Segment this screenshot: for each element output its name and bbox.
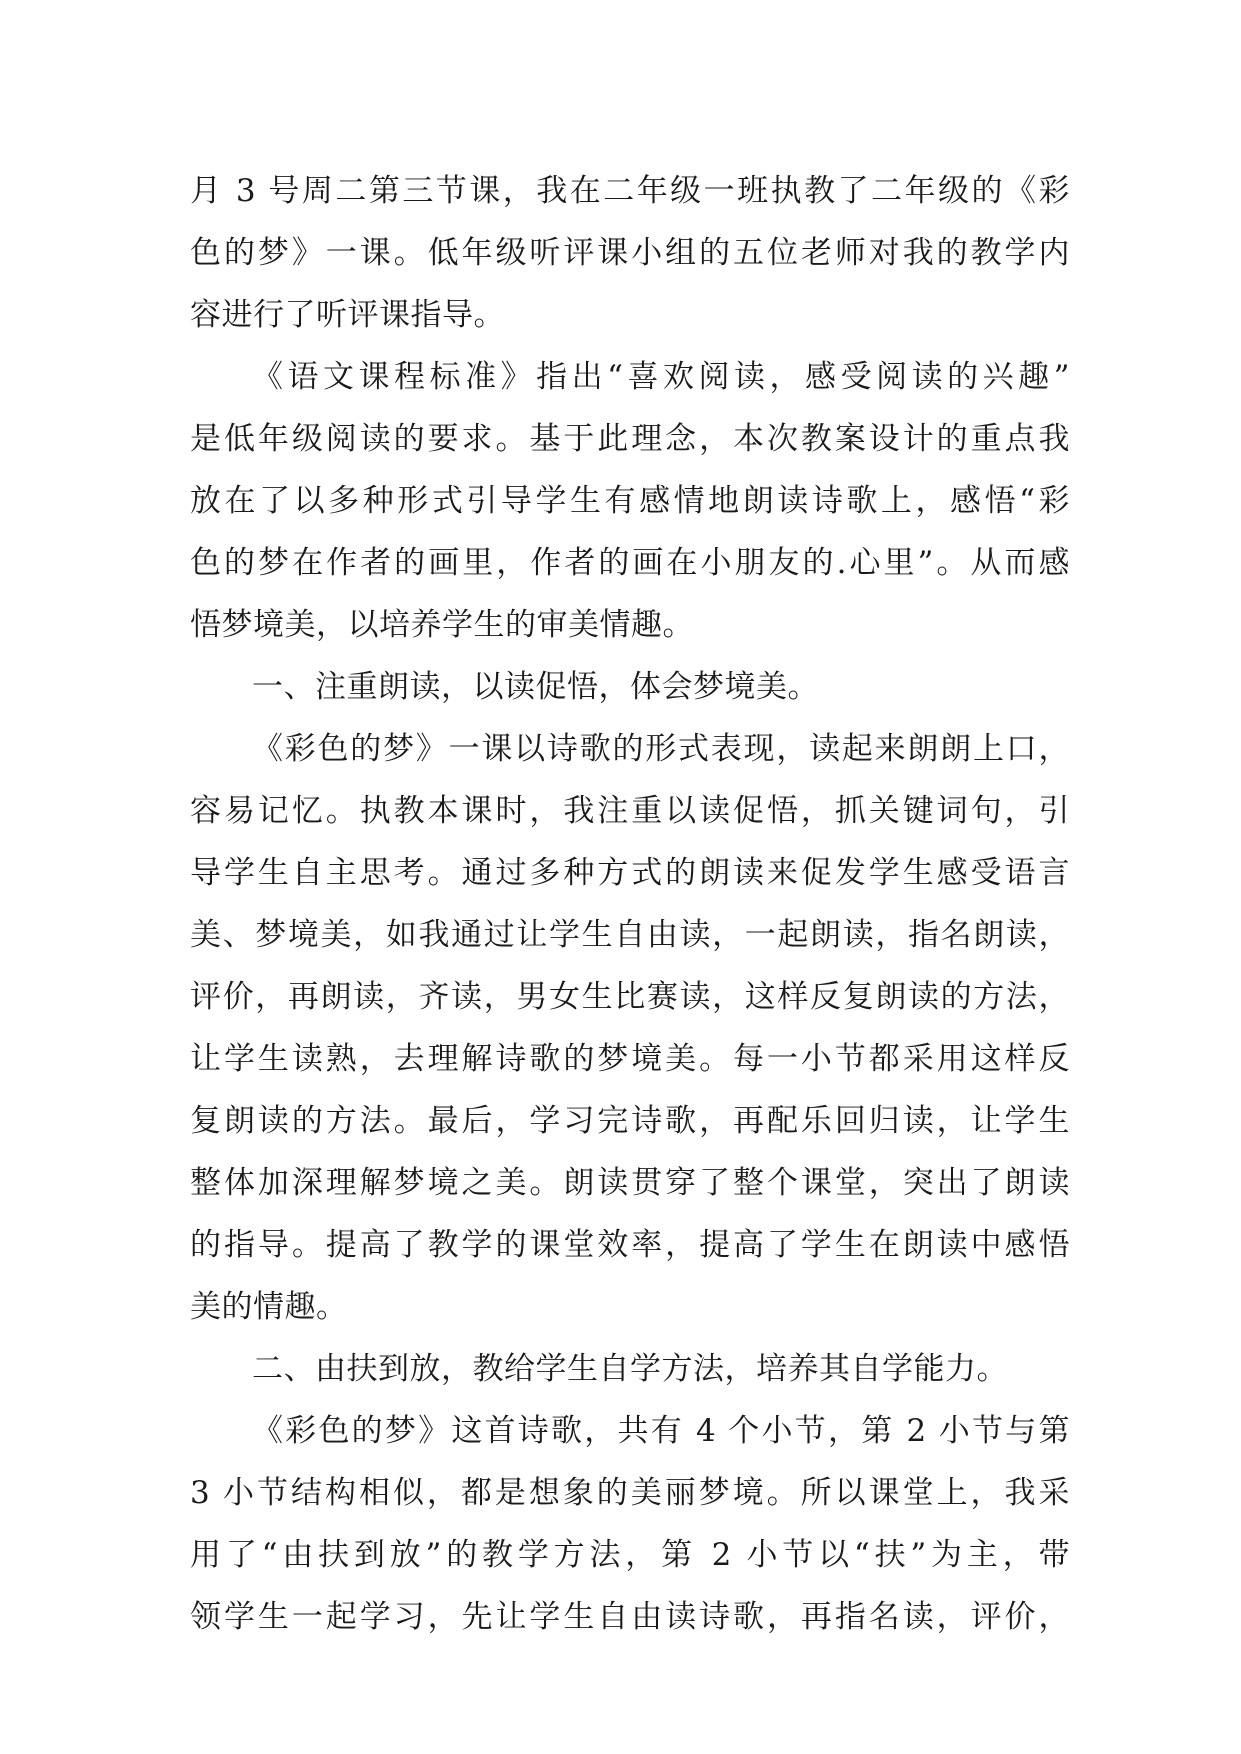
- text-line: 放在了以多种形式引导学生有感情地朗读诗歌上，感悟“彩: [190, 483, 1070, 519]
- text-line: 评价，再朗读，齐读，男女生比赛读，这样反复朗读的方法，: [190, 979, 1070, 1015]
- text-line: 让学生读熟，去理解诗歌的梦境美。每一小节都采用这样反: [190, 1041, 1070, 1077]
- text-line: 二、由扶到放，教给学生自学方法，培养其自学能力。: [252, 1351, 1008, 1387]
- text-line: 是低年级阅读的要求。基于此理念，本次教案设计的重点我: [190, 421, 1070, 457]
- text-line: 美、梦境美，如我通过让学生自由读，一起朗读，指名朗读，: [190, 917, 1070, 953]
- document-body: [190, 160, 1070, 1648]
- text-line: 月 3 号周二第三节课，我在二年级一班执教了二年级的《彩: [190, 173, 1070, 209]
- text-line: 《彩色的梦》这首诗歌，共有 4 个小节，第 2 小节与第: [252, 1413, 1070, 1449]
- text-line: 色的梦》一课。低年级听评课小组的五位老师对我的教学内: [190, 235, 1070, 271]
- text-line: 色的梦在作者的画里，作者的画在小朋友的.心里”。从而感: [190, 545, 1070, 581]
- text-line: 复朗读的方法。最后，学习完诗歌，再配乐回归读，让学生: [190, 1103, 1070, 1139]
- text-line: 容易记忆。执教本课时，我注重以读促悟，抓关键词句，引: [190, 793, 1070, 829]
- text-line: 用了“由扶到放”的教学方法，第 2 小节以“扶”为主，带: [190, 1537, 1070, 1573]
- text-line: 悟梦境美，以培养学生的审美情趣。: [190, 607, 694, 643]
- text-line: 领学生一起学习，先让学生自由读诗歌，再指名读，评价，: [190, 1599, 1070, 1635]
- text-line: 美的情趣。: [190, 1289, 348, 1325]
- text-line: 导学生自主思考。通过多种方式的朗读来促发学生感受语言: [190, 855, 1070, 891]
- text-line: 3 小节结构相似，都是想象的美丽梦境。所以课堂上，我采: [190, 1475, 1070, 1511]
- text-line: 整体加深理解梦境之美。朗读贯穿了整个课堂，突出了朗读: [190, 1165, 1070, 1201]
- text-line: 《语文课程标准》指出“喜欢阅读，感受阅读的兴趣”: [252, 359, 1070, 395]
- text-line: 《彩色的梦》一课以诗歌的形式表现，读起来朗朗上口，: [252, 731, 1070, 767]
- text-line: 的指导。提高了教学的课堂效率，提高了学生在朗读中感悟: [190, 1227, 1070, 1263]
- text-line: 容进行了听评课指导。: [190, 297, 505, 333]
- text-line: 一、注重朗读，以读促悟，体会梦境美。: [252, 669, 819, 705]
